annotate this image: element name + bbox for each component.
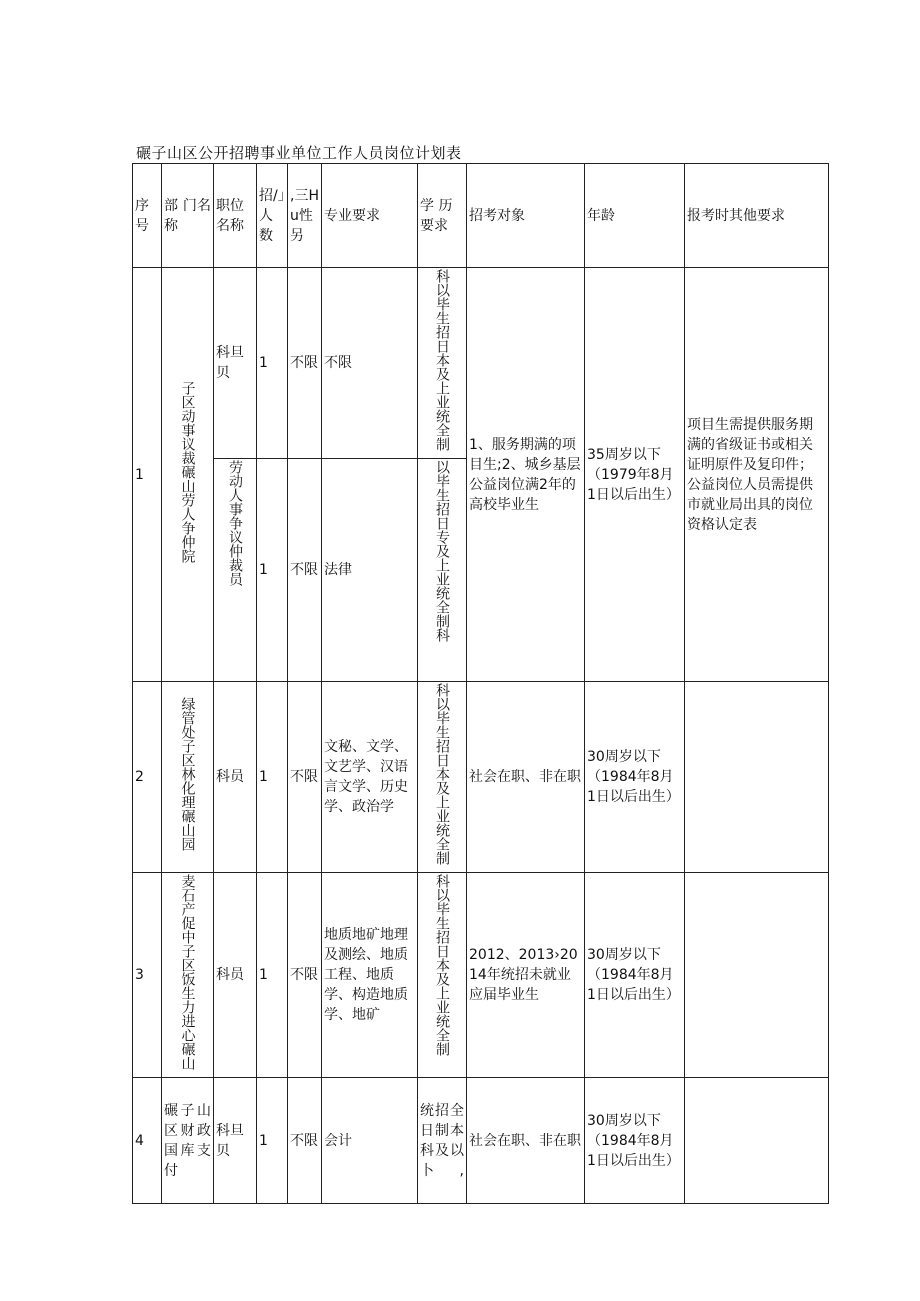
row3-other — [685, 873, 829, 1078]
row4-dept: 碾子山区财政国库支付 — [162, 1078, 214, 1204]
row2-gender: 不限 — [288, 682, 322, 873]
row1b-count: 1 — [257, 459, 288, 682]
row4-major: 会计 — [322, 1078, 418, 1204]
row4-other — [685, 1078, 829, 1204]
row1-dept: 子区动事议裁碾山劳人争仲院 — [162, 268, 214, 682]
recruitment-table — [132, 163, 829, 1204]
header-major: 专业要求 — [322, 164, 418, 268]
row3-major: 地质地矿地理及测绘、地质工程、地质学、构造地质学、地矿 — [322, 873, 418, 1078]
row4-age: 30周岁以下（1984年8月1日以后出生） — [585, 1078, 685, 1204]
row4-seq: 4 — [133, 1078, 162, 1204]
row3-gender: 不限 — [288, 873, 322, 1078]
row3-seq: 3 — [133, 873, 162, 1078]
header-dept: 部 门名称 — [162, 164, 214, 268]
header-row — [133, 164, 829, 268]
page-title: 碾子山区公开招聘事业单位工作人员岗位计划表 — [136, 144, 462, 162]
row1a-major: 不限 — [322, 268, 418, 459]
row3-dept: 麦石产促中子区饭生力进心碾山 — [162, 873, 214, 1078]
header-age: 年龄 — [585, 164, 685, 268]
row1-other: 项目生需提供服务期满的省级证书或相关证明原件及复印件；公益岗位人员需提供市就业局出具的岗位资格认定表 — [685, 268, 829, 682]
row3-target: 2012、2013›2014年统招未就业应届毕业生 — [467, 873, 585, 1078]
row1a-count: 1 — [257, 268, 288, 459]
row4-position: 科旦贝 — [214, 1078, 257, 1204]
row1b-position: 劳动人事争议仲裁员 — [214, 459, 257, 682]
row1a-position: 科旦贝 — [214, 268, 257, 459]
row2-age: 30周岁以下（1984年8月1日以后出生） — [585, 682, 685, 873]
row3-position: 科员 — [214, 873, 257, 1078]
header-count: 招/」人数 — [257, 164, 288, 268]
row2-dept: 绿管处子区林化理碾山园 — [162, 682, 214, 873]
row4-education: 统招全日制本科及以卜, — [418, 1078, 467, 1204]
header-other: 报考时其他要求 — [685, 164, 829, 268]
row4-target: 社会在职、非在职 — [467, 1078, 585, 1204]
row2-major: 文秘、文学、文艺学、汉语言文学、历史学、政治学 — [322, 682, 418, 873]
row1a-gender: 不限 — [288, 268, 322, 459]
table-row — [133, 268, 829, 459]
table-row — [133, 1078, 829, 1204]
row2-education: 科以毕生招日本及上业统全制 — [418, 682, 467, 873]
row1-age: 35周岁以下（1979年8月1日以后出生） — [585, 268, 685, 682]
header-gender: ,三Hu性另 — [288, 164, 322, 268]
table-row — [133, 873, 829, 1078]
row1b-major: 法律 — [322, 459, 418, 682]
row1b-gender: 不限 — [288, 459, 322, 682]
header-position: 职位名称 — [214, 164, 257, 268]
row1a-education: 科以毕生招日本及上业统全制 — [418, 268, 467, 459]
row2-count: 1 — [257, 682, 288, 873]
row2-target: 社会在职、非在职 — [467, 682, 585, 873]
row1-seq: 1 — [133, 268, 162, 682]
row1-target: 1、服务期满的项目生;2、城乡基层公益岗位满2年的高校毕业生 — [467, 268, 585, 682]
table-row — [133, 682, 829, 873]
row3-education: 科以毕生招日本及上业统全制 — [418, 873, 467, 1078]
header-seq: 序号 — [133, 164, 162, 268]
row2-position: 科员 — [214, 682, 257, 873]
row2-seq: 2 — [133, 682, 162, 873]
row3-count: 1 — [257, 873, 288, 1078]
row4-count: 1 — [257, 1078, 288, 1204]
row2-other — [685, 682, 829, 873]
row3-age: 30周岁以下（1984年8月1日以后出生） — [585, 873, 685, 1078]
header-target: 招考对象 — [467, 164, 585, 268]
header-education: 学 历要求 — [418, 164, 467, 268]
row4-gender: 不限 — [288, 1078, 322, 1204]
row1b-education: 以毕生招日专及上业统全制科 — [418, 459, 467, 682]
